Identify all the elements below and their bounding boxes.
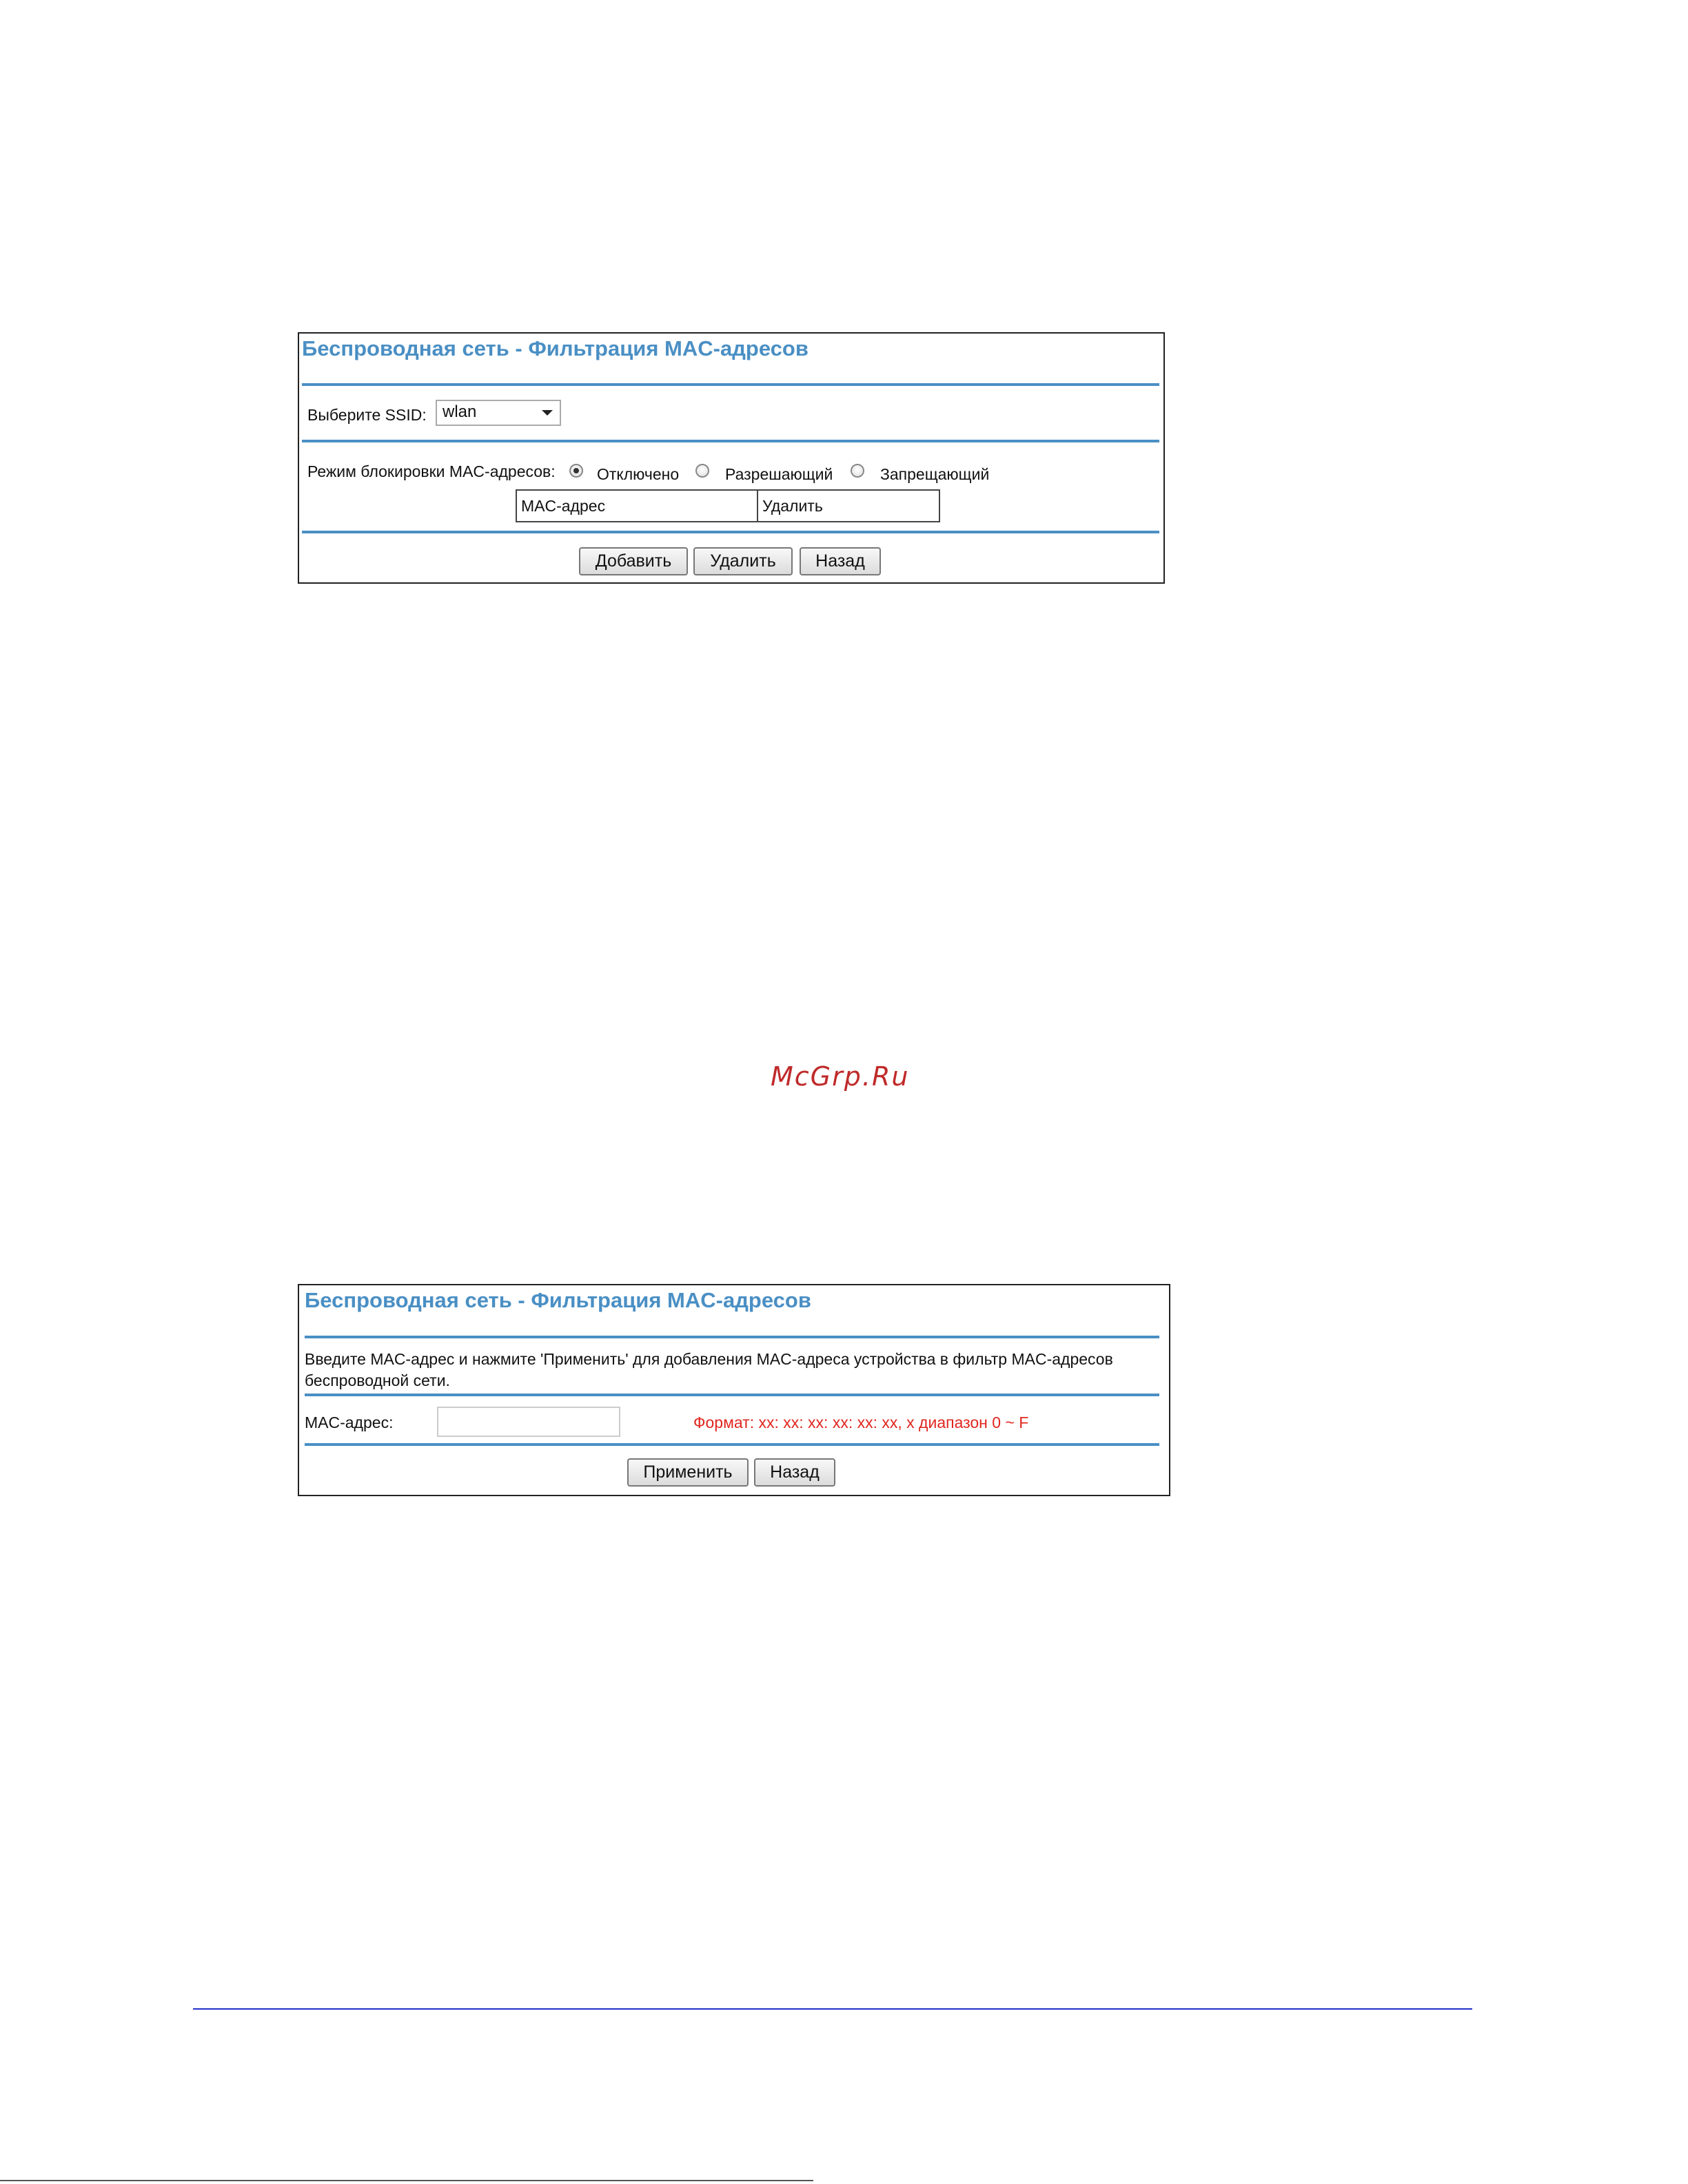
chevron-down-icon — [542, 410, 553, 416]
page-bottom-rule — [0, 2180, 813, 2181]
ssid-select-value: wlan — [443, 402, 477, 421]
add-button[interactable]: Добавить — [579, 547, 688, 575]
mode-deny-label: Запрещающий — [880, 465, 990, 483]
delete-header: Удалить — [757, 490, 939, 522]
ssid-select[interactable] — [436, 400, 561, 426]
divider — [302, 440, 1159, 442]
back-button[interactable]: Назад — [800, 547, 881, 575]
apply-button[interactable]: Применить — [627, 1458, 749, 1487]
mac-add-panel — [298, 1284, 1170, 1496]
mode-disabled-radio[interactable] — [569, 464, 583, 478]
mode-deny-radio[interactable] — [851, 464, 864, 478]
mode-disabled-label: Отключено — [597, 465, 680, 483]
divider — [305, 1394, 1159, 1396]
mode-allow-radio[interactable] — [695, 464, 709, 478]
mode-allow-label: Разрешающий — [725, 465, 833, 483]
watermark-text: McGrp.Ru — [771, 1061, 910, 1092]
back-button[interactable]: Назад — [754, 1458, 835, 1487]
divider — [305, 1336, 1159, 1338]
page-title: Беспроводная сеть - Фильтрация MAC-адресов — [302, 336, 809, 360]
page-title: Беспроводная сеть - Фильтрация MAC-адресов — [305, 1288, 811, 1312]
divider — [305, 1443, 1159, 1446]
block-mode-label: Режим блокировки MAC-адресов: — [307, 462, 556, 480]
divider — [302, 383, 1159, 386]
delete-button[interactable]: Удалить — [693, 547, 793, 575]
mac-table — [516, 489, 940, 522]
mac-address-input[interactable] — [437, 1407, 620, 1437]
mac-address-label: MAC-адрес: — [305, 1414, 394, 1431]
format-hint: Формат: xx: xx: xx: xx: xx: xx, x диапазон 0 ~ F — [693, 1414, 1029, 1431]
description-text: Введите MAC-адрес и нажмите 'Применить' для добавления MAC-адреса устройства в фильтр MAC-адресов беспроводной сети. — [305, 1350, 1113, 1389]
ssid-label: Выберите SSID: — [307, 406, 427, 424]
mac-address-header: MAC-адрес — [516, 490, 757, 522]
table-header-row — [516, 490, 939, 522]
footer-divider — [193, 2008, 1472, 2010]
divider — [302, 531, 1159, 533]
mac-filter-list-panel — [298, 332, 1165, 584]
